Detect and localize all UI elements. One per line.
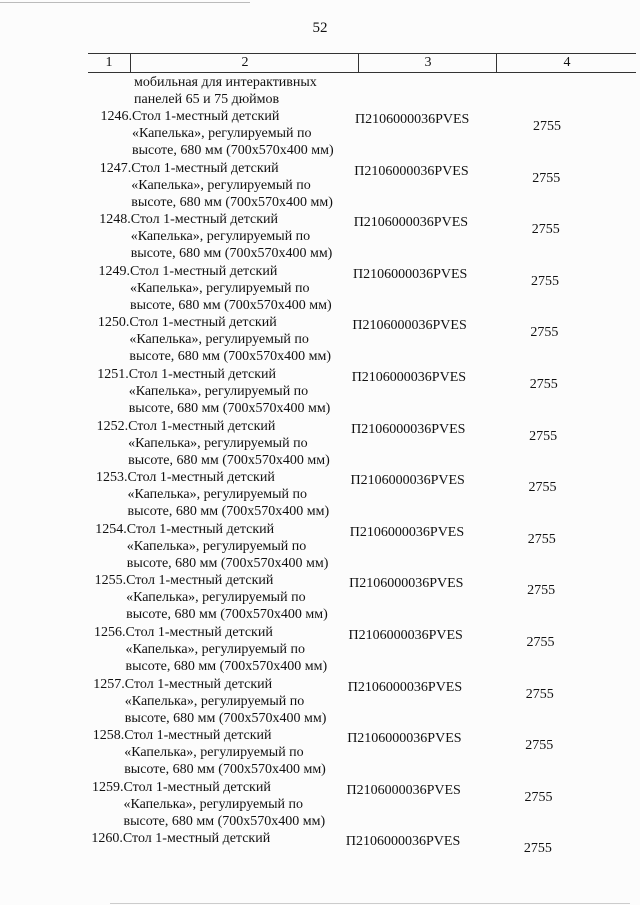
row-item-name: Стол 1-местный детский «Капелька», регулируемый по высоте, 680 мм (700x570x400 мм) (129, 315, 332, 365)
row-item-code: П2106000036PVES (351, 421, 466, 437)
row-item-code: П2106000036PVES (353, 215, 469, 231)
table-row (0, 366, 637, 418)
row-item-price: 2755 (525, 738, 554, 754)
row-item-price: 2755 (527, 531, 556, 547)
scan-edge-line-bottom (110, 903, 630, 904)
row-number: 1254. (95, 521, 127, 537)
row-number: 1260. (91, 831, 123, 847)
row-number: 1258. (92, 728, 125, 744)
row-item-code: П2106000036PVES (348, 628, 463, 643)
row-item-code: П2106000036PVES (347, 679, 463, 695)
row-item-name: Стол 1-местный детский «Капелька», регулируемый по высоте, 680 мм (700x570x400 мм) (130, 263, 332, 313)
row-item-price: 2755 (528, 480, 557, 496)
table-row (0, 314, 637, 366)
table-row (0, 211, 639, 263)
row-item-name: Стол 1-местный детский «Капелька», регулируемый по высоте, 680 мм (700x570x400 мм) (128, 367, 331, 416)
row-item-price: 2755 (527, 583, 556, 599)
row-item-price: 2755 (529, 428, 558, 444)
table-row (0, 418, 636, 470)
row-number: 1249. (98, 263, 130, 279)
column-header-3: 3 (358, 54, 497, 72)
table-row (0, 263, 638, 315)
scan-edge-line (0, 2, 250, 3)
row-item-code: П2106000036PVES (346, 782, 461, 798)
table-row (0, 727, 632, 779)
row-number: 1256. (94, 625, 126, 640)
row-item-code: П2106000036PVES (350, 473, 465, 489)
row-item-name: Стол 1-местный детский «Капелька», регулируемый по высоте, 680 мм (700x570x400 мм) (131, 160, 333, 210)
row-item-code: П2106000036PVES (355, 112, 470, 127)
page-number: 52 (312, 20, 328, 36)
row-item-code: П2106000036PVES (354, 163, 469, 179)
row-item-code: П2106000036PVES (353, 266, 468, 282)
row-item-name: Стол 1-местный детский (122, 831, 271, 847)
row-item-price: 2755 (530, 325, 559, 341)
row-number: 1259. (92, 779, 124, 795)
row-number: 1253. (96, 470, 128, 486)
row-item-price: 2755 (524, 789, 553, 805)
row-number: 1251. (97, 367, 129, 382)
column-header-4: 4 (496, 54, 637, 72)
row-item-code: П2106000036PVES (345, 834, 461, 850)
row-number: 1252. (96, 418, 129, 434)
continued-item-text: мобильная для интерактивных панелей 65 и 75 дюймов (134, 75, 317, 107)
table-row (0, 521, 635, 573)
row-item-code: П2106000036PVES (352, 318, 467, 334)
table-row (0, 108, 640, 160)
row-item-price: 2755 (532, 170, 561, 186)
row-item-price: 2755 (525, 686, 554, 702)
row-item-name: Стол 1-местный детский «Капелька», регулируемый по высоте, 680 мм (700x570x400 мм) (132, 109, 334, 158)
row-number: 1248. (99, 212, 131, 228)
table-row (0, 779, 632, 831)
table-header (88, 53, 636, 73)
row-item-price: 2755 (529, 377, 558, 392)
row-item-code: П2106000036PVES (349, 524, 465, 540)
row-item-name: Стол 1-местный детский «Капелька», регулируемый по высоте, 680 мм (700x570x400 мм) (130, 212, 333, 262)
row-number: 1247. (99, 160, 132, 176)
row-item-price: 2755 (531, 273, 559, 289)
row-item-name: Стол 1-местный детский «Капелька», регулируемый по высоте, 680 мм (700x570x400 мм) (124, 676, 327, 726)
row-item-price: 2755 (533, 119, 561, 134)
table-row (0, 676, 633, 728)
table-row (0, 160, 639, 212)
table-row (0, 624, 634, 676)
row-number: 1246. (100, 109, 132, 124)
row-item-price: 2755 (531, 222, 560, 238)
row-item-name: Стол 1-местный детский «Капелька», регулируемый по высоте, 680 мм (700x570x400 мм) (123, 779, 326, 829)
row-item-name: Стол 1-местный детский «Капелька», регулируемый по высоте, 680 мм (700x570x400 мм) (124, 728, 326, 778)
row-number: 1255. (94, 573, 127, 589)
row-item-name: Стол 1-местный детский «Капелька», регулируемый по высоте, 680 мм (700x570x400 мм) (126, 521, 329, 571)
row-item-name: Стол 1-местный детский «Капелька», регулируемый по высоте, 680 мм (700x570x400 мм) (128, 418, 330, 468)
table-row (0, 469, 636, 521)
table-row (0, 830, 631, 882)
column-header-2: 2 (130, 54, 359, 72)
row-item-code: П2106000036PVES (351, 370, 467, 385)
table-row (0, 572, 634, 624)
column-header-1: 1 (105, 55, 113, 70)
row-item-price: 2755 (523, 841, 552, 857)
row-item-name: Стол 1-местный детский «Капелька», регулируемый по высоте, 680 мм (700x570x400 мм) (126, 573, 328, 623)
row-item-name: Стол 1-местный детский «Капелька», регулируемый по высоте, 680 мм (700x570x400 мм) (127, 470, 330, 520)
row-number: 1257. (93, 676, 125, 692)
row-number: 1250. (97, 315, 130, 331)
row-item-code: П2106000036PVES (347, 731, 462, 747)
row-item-name: Стол 1-местный детский «Капелька», регулируемый по высоте, 680 мм (700x570x400 мм) (125, 625, 328, 674)
row-item-code: П2106000036PVES (349, 576, 464, 592)
row-item-price: 2755 (526, 635, 555, 650)
